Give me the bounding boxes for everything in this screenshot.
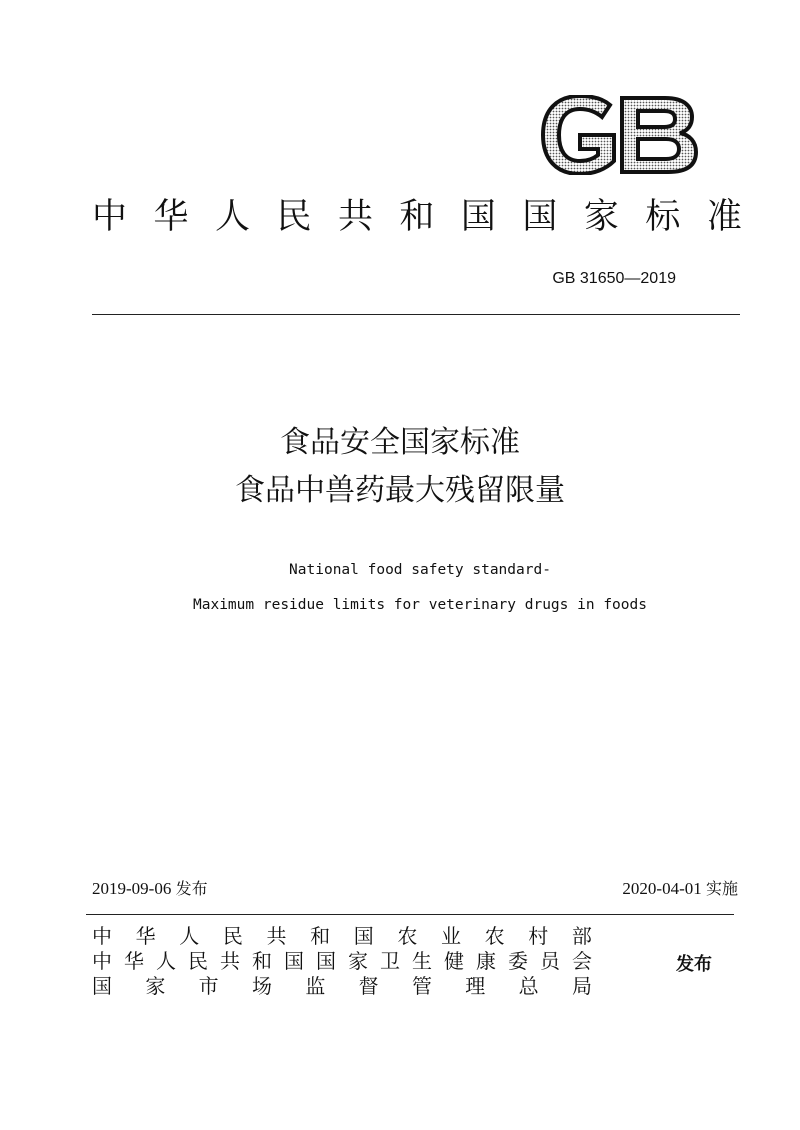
divider-top bbox=[92, 314, 740, 315]
issuer-char: 家 bbox=[348, 949, 368, 973]
publish-label: 发布 bbox=[676, 954, 712, 975]
en-title-line1: National food safety standard- bbox=[289, 562, 551, 578]
national-standard-title bbox=[92, 195, 742, 239]
issuing-authorities bbox=[92, 924, 592, 999]
issuer-line bbox=[92, 924, 592, 949]
issuer-char: 总 bbox=[518, 974, 539, 998]
issuer-char: 人 bbox=[156, 949, 176, 973]
divider-bottom bbox=[86, 914, 734, 915]
issuer-char: 员 bbox=[540, 949, 560, 973]
issuer-char: 中 bbox=[92, 924, 112, 948]
issuer-char: 市 bbox=[198, 974, 219, 998]
national-title-char: 华 bbox=[153, 197, 189, 237]
national-title-char: 民 bbox=[276, 197, 312, 237]
issuer-char: 康 bbox=[476, 949, 496, 973]
logo-letter-b bbox=[622, 98, 696, 172]
issuer-char: 监 bbox=[305, 974, 326, 998]
issuer-char: 村 bbox=[528, 924, 549, 948]
standard-number: GB 31650—2019 bbox=[552, 270, 676, 287]
cn-title-line1: 食品安全国家标准 bbox=[280, 425, 520, 460]
national-title-char: 家 bbox=[583, 197, 619, 237]
issue-date bbox=[92, 876, 208, 899]
issuer-char: 部 bbox=[571, 924, 592, 948]
issuer-char: 华 bbox=[135, 924, 156, 948]
issuer-char: 共 bbox=[220, 949, 240, 973]
issuer-char: 农 bbox=[484, 924, 505, 948]
issue-date-label: 发布 bbox=[175, 879, 208, 898]
issuer-line bbox=[92, 949, 592, 974]
issuer-char: 管 bbox=[411, 974, 432, 998]
issuer-char: 国 bbox=[284, 949, 304, 973]
issuer-char: 共 bbox=[266, 924, 287, 948]
implement-date-value: 2020-04-01 bbox=[622, 879, 702, 898]
issuer-char: 理 bbox=[465, 974, 486, 998]
national-title-char: 人 bbox=[214, 197, 250, 237]
issuer-char: 农 bbox=[397, 924, 418, 948]
issuer-char: 会 bbox=[572, 949, 592, 973]
issuer-char: 民 bbox=[188, 949, 208, 973]
issuer-char: 国 bbox=[316, 949, 336, 973]
en-title-line2: Maximum residue limits for veterinary drugs in foods bbox=[193, 597, 647, 613]
issue-date-value: 2019-09-06 bbox=[92, 879, 172, 898]
logo-letter-g bbox=[543, 96, 614, 174]
issuer-char: 健 bbox=[444, 949, 464, 973]
issuer-char: 民 bbox=[222, 924, 243, 948]
national-title-char: 准 bbox=[706, 197, 742, 237]
issuer-line bbox=[92, 974, 592, 999]
logo-text: GB bbox=[540, 95, 542, 96]
cn-title-line2: 食品中兽药最大残留限量 bbox=[235, 473, 565, 508]
issuer-char: 委 bbox=[508, 949, 528, 973]
implement-date-label: 实施 bbox=[705, 879, 738, 898]
issuer-char: 家 bbox=[145, 974, 166, 998]
implement-date bbox=[622, 876, 738, 899]
issuer-char: 督 bbox=[358, 974, 379, 998]
issuer-char: 业 bbox=[441, 924, 461, 948]
gb-logo bbox=[540, 95, 698, 175]
national-title-char: 国 bbox=[522, 197, 558, 237]
issuer-char: 场 bbox=[251, 974, 272, 998]
national-title-char: 中 bbox=[92, 197, 128, 237]
national-title-char: 标 bbox=[645, 197, 681, 237]
national-title-char: 和 bbox=[399, 197, 435, 237]
national-title-char: 国 bbox=[460, 197, 496, 237]
issuer-char: 和 bbox=[252, 949, 272, 973]
issuer-char: 国 bbox=[92, 974, 112, 998]
issuer-char: 局 bbox=[571, 974, 592, 998]
issuer-char: 和 bbox=[310, 924, 331, 948]
issuer-char: 生 bbox=[412, 949, 432, 973]
national-title-char: 共 bbox=[337, 197, 373, 237]
issuer-char: 华 bbox=[124, 949, 144, 973]
issuer-char: 国 bbox=[353, 924, 374, 948]
issuer-char: 中 bbox=[92, 949, 112, 973]
issuer-char: 人 bbox=[179, 924, 200, 948]
issuer-char: 卫 bbox=[380, 949, 400, 973]
